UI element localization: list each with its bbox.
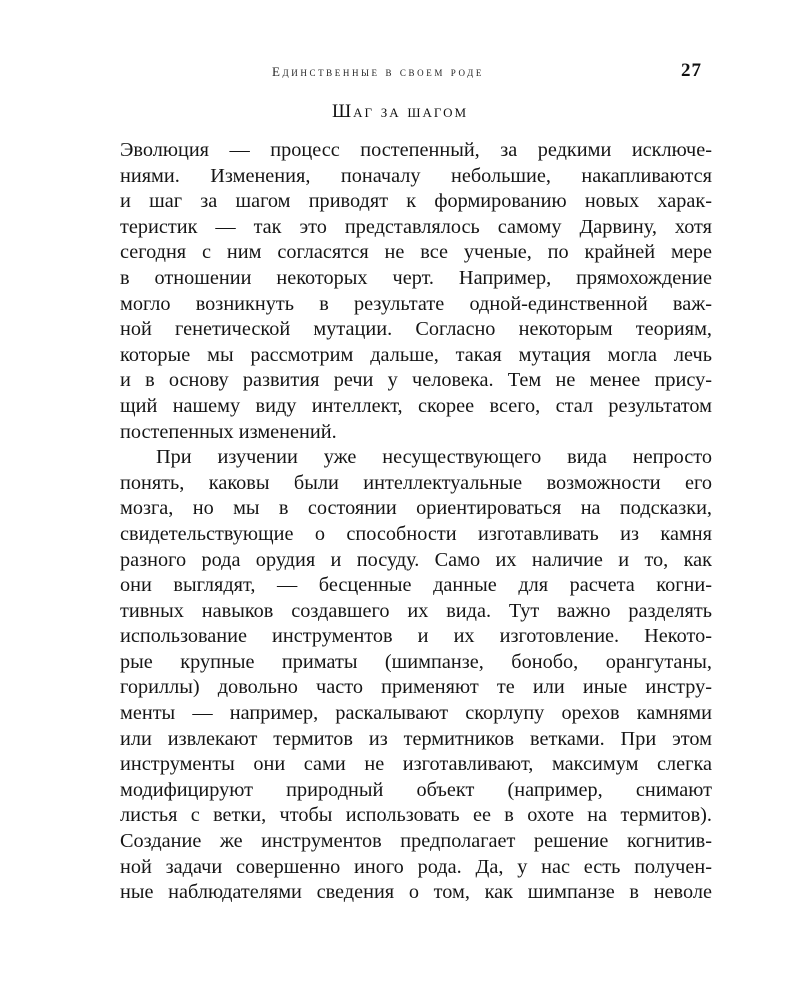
paragraph-1-line: теристик — так это представлялось самому Дарвину, хотя: [120, 215, 712, 238]
running-head-title: Единственные в своем роде: [272, 64, 484, 79]
paragraph-1-line: ной генетической мутации. Согласно некоторым теориям,: [120, 318, 712, 341]
paragraph-1-line: сегодня с ним согласятся не все ученые, по крайней мере: [120, 241, 712, 264]
paragraph-2-line: рые крупные приматы (шимпанзе, бонобо, орангутаны,: [120, 650, 712, 673]
paragraph-2-line: менты — например, раскалывают скорлупу орехов камнями: [120, 702, 712, 725]
paragraph-2-line: тивных навыков создавшего их вида. Тут важно разделять: [120, 599, 712, 622]
paragraph-1-line: ниями. Изменения, поначалу небольшие, накапливаются: [120, 164, 712, 187]
paragraph-1-line: могло возникнуть в результате одной-единственной важ-: [120, 292, 712, 315]
paragraph-2-line: модифицируют природный объект (например, снимают: [120, 778, 712, 801]
paragraph-2-line: ные наблюдателями сведения о том, как шимпанзе в неволе: [120, 881, 712, 904]
paragraph-1-line: Эволюция — процесс постепенный, за редкими исключе-: [120, 139, 712, 161]
paragraph-2-line: При изучении уже несуществующего вида непросто: [156, 446, 712, 469]
paragraph-1-line: в отношении некоторых черт. Например, прямохождение: [120, 266, 712, 289]
page-number: 27: [681, 60, 702, 81]
paragraph-1-line: и в основу развития речи у человека. Тем не менее прису-: [120, 369, 712, 392]
paragraph-2-line: разного рода орудия и посуду. Само их наличие и то, как: [120, 548, 712, 571]
paragraph-1-line: щий нашему виду интеллект, скорее всего, стал результатом: [120, 394, 712, 417]
section-title: Шаг за шагом: [331, 101, 469, 122]
paragraph-1-line: и шаг за шагом приводят к формированию новых харак-: [120, 190, 712, 213]
paragraph-2-line: ной задачи совершенно иного рода. Да, у нас есть получен-: [120, 855, 712, 878]
paragraph-2-line: понять, каковы были интеллектуальные возможности его: [120, 471, 712, 494]
paragraph-2-line: Создание же инструментов предполагает решение когнитив-: [120, 830, 712, 853]
paragraph-2-line: инструменты они сами не изготавливают, максимум слегка: [120, 753, 712, 776]
paragraph-2-line: использование инструментов и их изготовление. Некото-: [120, 625, 712, 648]
body-text: [120, 138, 712, 906]
running-head: [0, 62, 800, 86]
paragraph-2-line: свидетельствующие о способности изготавливать из камня: [120, 522, 712, 545]
paragraph-2-line: листья с ветки, чтобы использовать ее в охоте на термитов).: [120, 804, 712, 827]
paragraph-2-line: мозга, но мы в состоянии ориентироваться на подсказки,: [120, 497, 712, 520]
paragraph-2-line: они выглядят, — бесценные данные для расчета когни-: [120, 574, 712, 597]
paragraph-1-line: постепенных изменений.: [120, 420, 337, 443]
paragraph-2-line: гориллы) довольно часто применяют те или иные инстру-: [120, 676, 712, 699]
paragraph-2-line: или извлекают термитов из термитников ветками. При этом: [120, 727, 712, 750]
paragraph-1-line: которые мы рассмотрим дальше, такая мутация могла лечь: [120, 343, 712, 366]
